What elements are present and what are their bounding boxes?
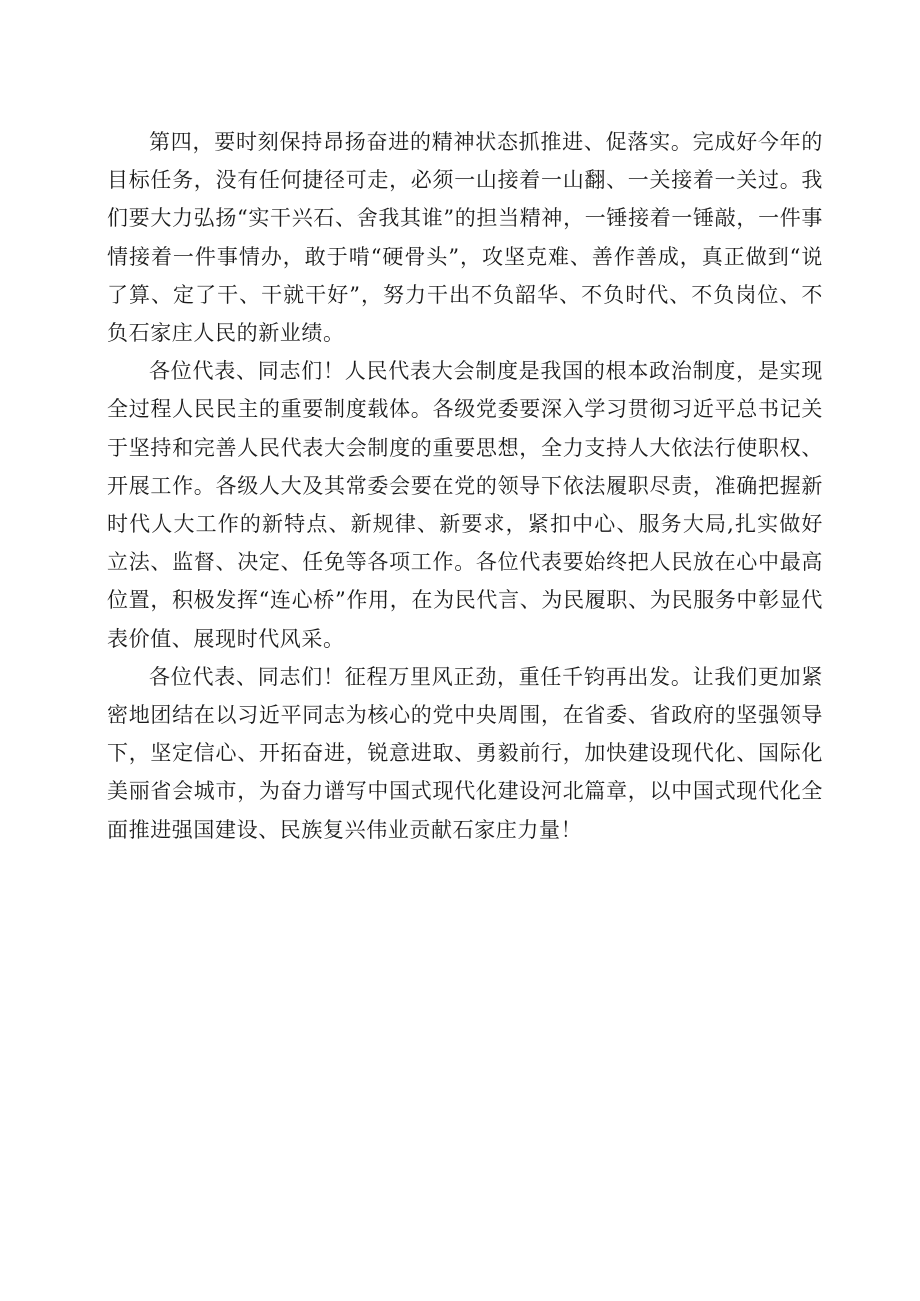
document-body: [107, 123, 823, 849]
paragraph-3: 各位代表、同志们！征程万里风正劲，重任千钧再出发。让我们更加紧密地团结在以习近平同志为核心的党中央周围，在省委、省政府的坚强领导下，坚定信心、开拓奋进，锐意进取、勇毅前行，加快建设现代化、国际化美丽省会城市，为奋力谱写中国式现代化建设河北篇章，以中国式现代化全面推进强国建设、民族复兴伟业贡献石家庄力量！: [107, 664, 823, 842]
paragraph-2: 各位代表、同志们！人民代表大会制度是我国的根本政治制度，是实现全过程人民民主的重要制度载体。各级党委要深入学习贯彻习近平总书记关于坚持和完善人民代表大会制度的重要思想，全力支持人大依法行使职权、开展工作。各级人大及其常委会要在党的领导下依法履职尽责，准确把握新时代人大工作的新特点、新规律、新要求，紧扣中心、服务大局,扎实做好立法、监督、决定、任免等各项工作。各位代表要始终把人民放在心中最高位置，积极发挥“连心桥”作用，在为民代言、为民履职、为民服务中彰显代表价值、展现时代风采。: [107, 359, 823, 651]
paragraph-1: 第四，要时刻保持昂扬奋进的精神状态抓推进、促落实。完成好今年的目标任务，没有任何捷径可走，必须一山接着一山翻、一关接着一关过。我们要大力弘扬“实干兴石、舍我其谁”的担当精神，一锤接着一锤敲，一件事情接着一件事情办，敢于啃“硬骨头”，攻坚克难、善作善成，真正做到“说了算、定了干、干就干好”，努力干出不负韶华、不负时代、不负岗位、不负石家庄人民的新业绩。: [107, 130, 823, 346]
